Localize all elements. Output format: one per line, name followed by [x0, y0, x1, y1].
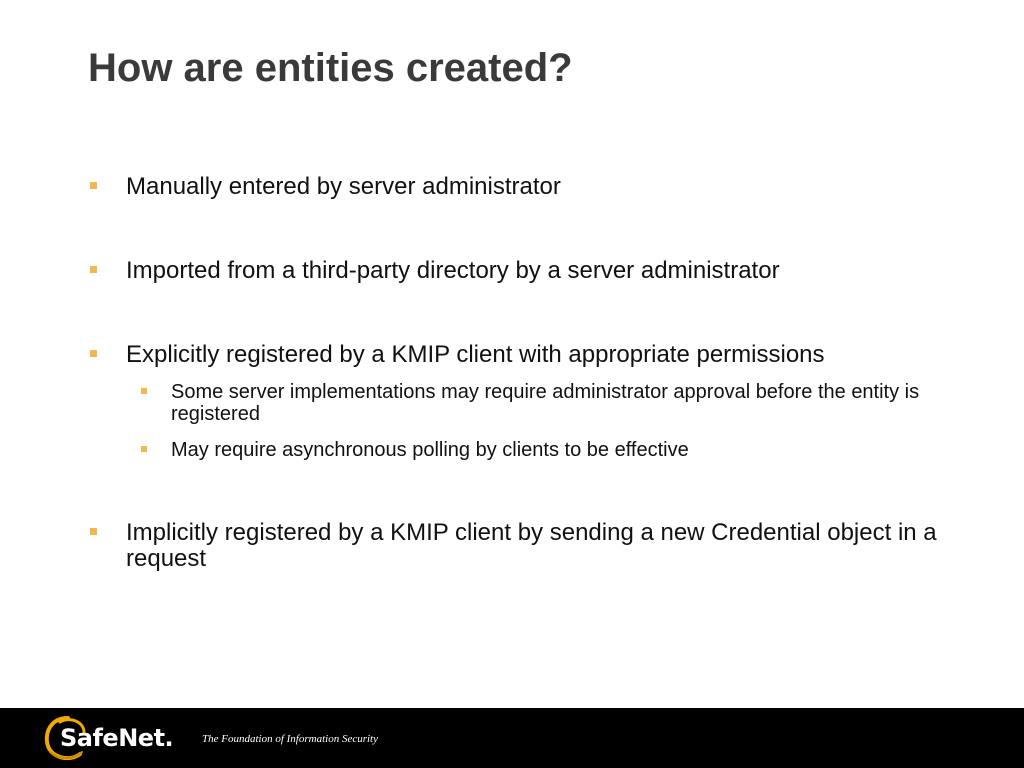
- bullet-item-2: [88, 258, 948, 284]
- bullet-text: Imported from a third-party directory by a server administrator: [126, 257, 780, 284]
- bullet-text: Implicitly registered by a KMIP client by sending a new Credential object in a request: [126, 519, 937, 572]
- bullet-text: Explicitly registered by a KMIP client with appropriate permissions: [126, 341, 825, 368]
- sub-bullet-item-2: [88, 439, 931, 461]
- bullet-item-4: [88, 520, 948, 572]
- bullet-marker: [90, 182, 97, 189]
- sub-bullet-text: May require asynchronous polling by clients to be effective: [171, 439, 689, 461]
- bullet-text: Manually entered by server administrator: [126, 173, 561, 200]
- sub-bullet-item-1: [88, 381, 931, 425]
- footer-bar: [0, 708, 1024, 768]
- logo-wordmark: SafeNet.: [60, 724, 174, 752]
- bullet-item-3: [88, 342, 948, 461]
- bullet-marker: [90, 266, 97, 273]
- safenet-logo: [40, 712, 200, 764]
- footer-tagline: The Foundation of Information Security: [202, 733, 378, 745]
- bullet-item-1: [88, 174, 948, 200]
- slide-title: How are entities created?: [88, 46, 573, 90]
- bullet-marker: [90, 350, 97, 357]
- bullet-marker: [90, 528, 97, 535]
- sub-bullet-marker: [141, 388, 147, 394]
- sub-bullet-marker: [141, 446, 147, 452]
- sub-bullet-text: Some server implementations may require administrator approval before the entity is registered: [171, 381, 920, 425]
